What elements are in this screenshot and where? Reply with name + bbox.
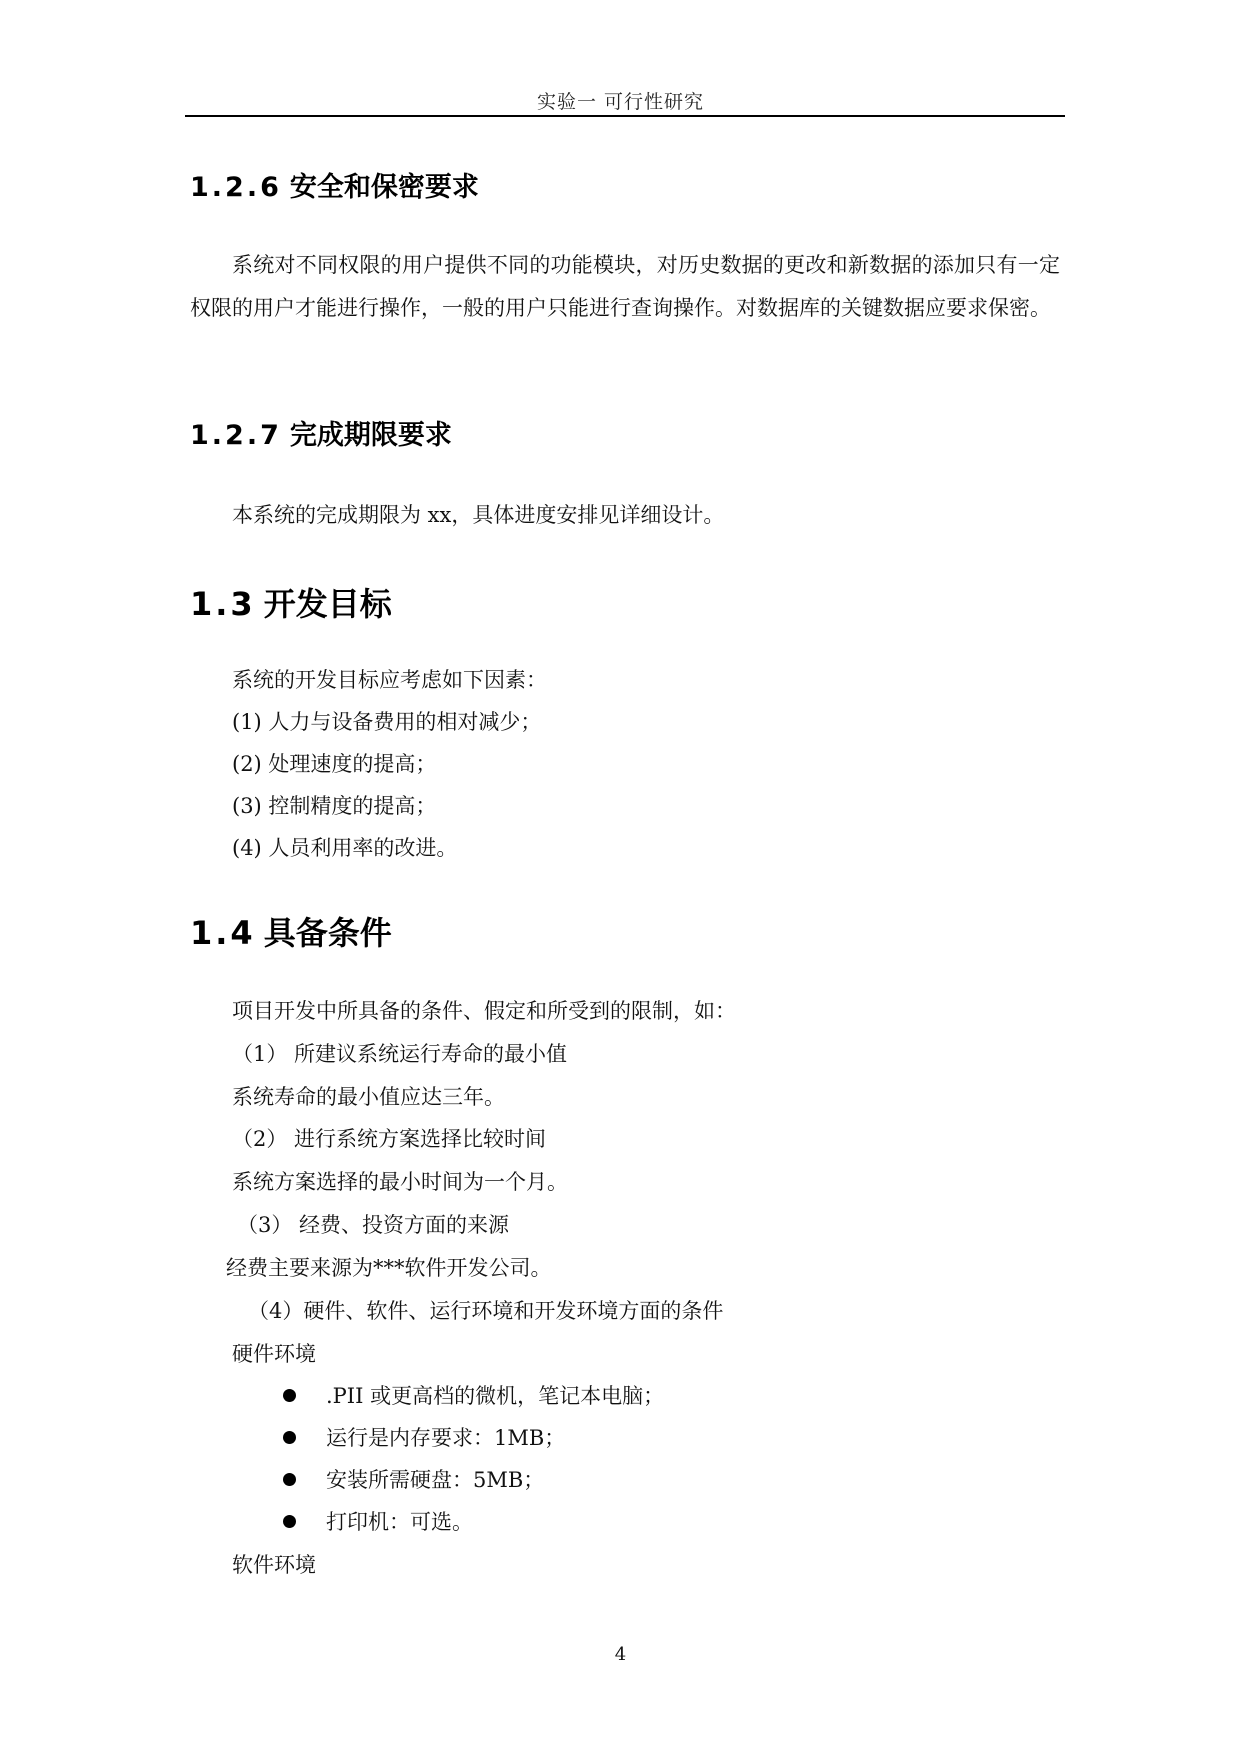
section-number: 1.2.6	[190, 172, 282, 203]
section-title: 开发目标	[263, 585, 392, 623]
page-header-title: 实验一 可行性研究	[536, 91, 705, 113]
section-heading-1-3	[190, 579, 392, 625]
section-intro-1-4: 项目开发中所具备的条件、假定和所受到的限制，如：	[232, 999, 736, 1023]
bullet-icon	[283, 1389, 296, 1402]
bullet-item: 运行是内存要求：1MB；	[326, 1426, 566, 1450]
bullet-item: .PII 或更高档的微机，笔记本电脑；	[326, 1384, 665, 1408]
condition-line: （2） 进行系统方案选择比较时间	[232, 1127, 547, 1151]
bullet-item: 安装所需硬盘：5MB；	[326, 1468, 545, 1492]
condition-line: 硬件环境	[232, 1342, 316, 1366]
bullet-item: 打印机：可选。	[326, 1510, 473, 1534]
section-title: 具备条件	[263, 914, 392, 952]
list-item: (4) 人员利用率的改进。	[232, 836, 458, 860]
list-item: (3) 控制精度的提高；	[232, 794, 437, 818]
section-number: 1.3	[190, 585, 256, 623]
section-number: 1.2.7	[190, 420, 282, 451]
bullet-icon	[283, 1431, 296, 1444]
condition-line: （3） 经费、投资方面的来源	[237, 1213, 510, 1237]
section-heading-1-2-6	[190, 165, 479, 204]
section-title: 安全和保密要求	[289, 172, 479, 203]
section-title: 完成期限要求	[289, 420, 452, 451]
page-number: 4	[614, 1644, 627, 1665]
header-rule	[185, 115, 1065, 117]
condition-line: （4）硬件、软件、运行环境和开发环境方面的条件	[248, 1299, 724, 1323]
condition-line: 软件环境	[232, 1553, 316, 1577]
condition-line: 经费主要来源为***软件开发公司。	[226, 1256, 552, 1280]
condition-line: 系统寿命的最小值应达三年。	[232, 1085, 505, 1109]
condition-line: （1） 所建议系统运行寿命的最小值	[232, 1042, 568, 1066]
condition-line: 系统方案选择的最小时间为一个月。	[232, 1170, 568, 1194]
list-item: (1) 人力与设备费用的相对减少；	[232, 710, 542, 734]
section-heading-1-4	[190, 908, 392, 954]
section-body-1-2-7: 本系统的完成期限为 xx，具体进度安排见详细设计。	[232, 503, 725, 527]
section-intro-1-3: 系统的开发目标应考虑如下因素：	[232, 668, 547, 692]
section-heading-1-2-7	[190, 413, 452, 452]
bullet-icon	[283, 1515, 296, 1528]
bullet-icon	[283, 1473, 296, 1486]
list-item: (2) 处理速度的提高；	[232, 752, 437, 776]
section-number: 1.4	[190, 914, 256, 952]
section-body-1-2-6: 系统对不同权限的用户提供不同的功能模块，对历史数据的更改和新数据的添加只有一定权限的用户才能进行操作，一般的用户只能进行查询操作。对数据库的关键数据应要求保密。	[190, 253, 1060, 320]
